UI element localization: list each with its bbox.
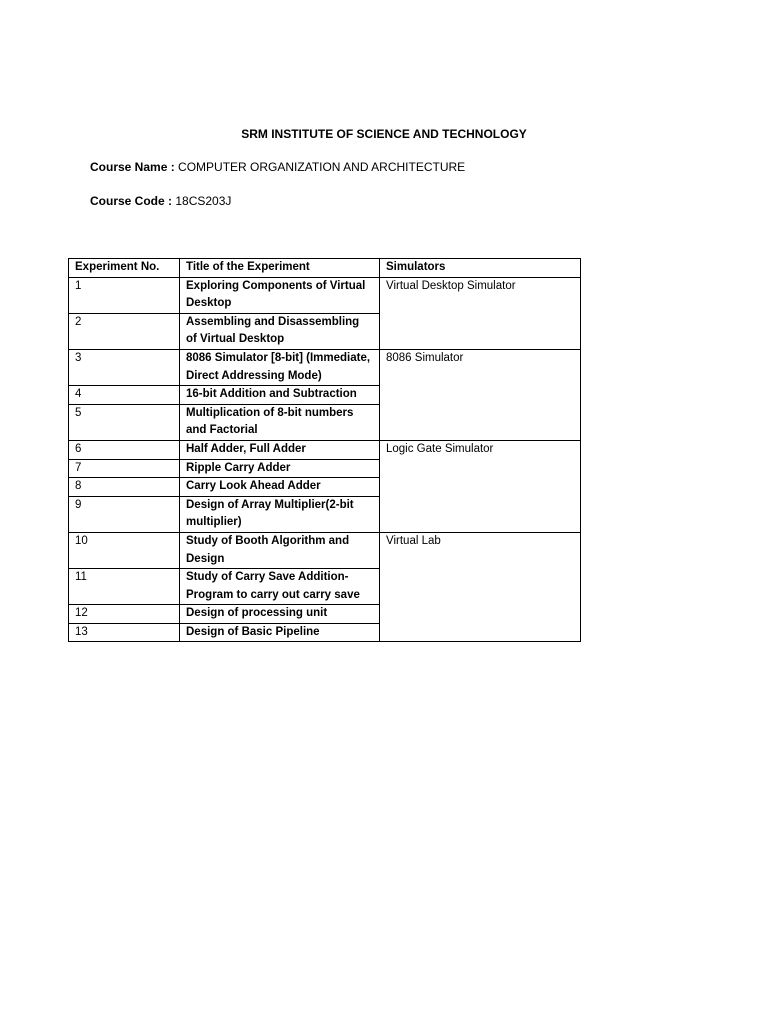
experiment-number: 5 — [69, 404, 180, 440]
experiment-number: 12 — [69, 605, 180, 624]
table-row — [69, 349, 581, 385]
header-experiment-no: Experiment No. — [69, 259, 180, 278]
header-title: Title of the Experiment — [180, 259, 380, 278]
experiment-title: Assembling and Disassembling of Virtual Desktop — [180, 313, 380, 349]
experiment-number: 3 — [69, 349, 180, 385]
table-body — [69, 277, 581, 642]
experiment-number: 1 — [69, 277, 180, 313]
simulator-name: Logic Gate Simulator — [380, 440, 581, 532]
course-code-value: 18CS203J — [175, 194, 232, 208]
table-header-row — [69, 259, 581, 278]
experiment-number: 9 — [69, 496, 180, 532]
experiment-table — [68, 258, 581, 642]
header-simulators: Simulators — [380, 259, 581, 278]
simulator-name: Virtual Desktop Simulator — [380, 277, 581, 349]
course-code-line — [90, 193, 231, 209]
experiment-title: Design of Basic Pipeline — [180, 623, 380, 642]
simulator-name: Virtual Lab — [380, 532, 581, 642]
experiment-title: Ripple Carry Adder — [180, 459, 380, 478]
simulator-name: 8086 Simulator — [380, 349, 581, 440]
experiment-title: 16-bit Addition and Subtraction — [180, 386, 380, 405]
experiment-number: 6 — [69, 440, 180, 459]
experiment-title: Exploring Components of Virtual Desktop — [180, 277, 380, 313]
experiment-title: Study of Carry Save Addition-Program to carry out carry save — [180, 569, 380, 605]
course-code-label: Course Code : — [90, 194, 176, 208]
table-row — [69, 532, 581, 568]
experiment-number: 13 — [69, 623, 180, 642]
experiment-title: Carry Look Ahead Adder — [180, 478, 380, 497]
experiment-title: Half Adder, Full Adder — [180, 440, 380, 459]
page-title: SRM INSTITUTE OF SCIENCE AND TECHNOLOGY — [241, 127, 527, 141]
experiment-title: Study of Booth Algorithm and Design — [180, 532, 380, 568]
experiment-number: 10 — [69, 532, 180, 568]
experiment-title: Design of Array Multiplier(2-bit multiplier) — [180, 496, 380, 532]
experiment-number: 4 — [69, 386, 180, 405]
experiment-title: 8086 Simulator [8-bit] (Immediate, Direct Addressing Mode) — [180, 349, 380, 385]
course-name-value: COMPUTER ORGANIZATION AND ARCHITECTURE — [178, 160, 466, 174]
course-name-label: Course Name : — [90, 160, 179, 174]
experiment-number: 11 — [69, 569, 180, 605]
course-name-line — [90, 159, 465, 175]
experiment-title: Design of processing unit — [180, 605, 380, 624]
experiment-number: 7 — [69, 459, 180, 478]
experiment-number: 2 — [69, 313, 180, 349]
table-row — [69, 440, 581, 459]
experiment-title: Multiplication of 8-bit numbers and Factorial — [180, 404, 380, 440]
table-row — [69, 277, 581, 313]
experiment-number: 8 — [69, 478, 180, 497]
